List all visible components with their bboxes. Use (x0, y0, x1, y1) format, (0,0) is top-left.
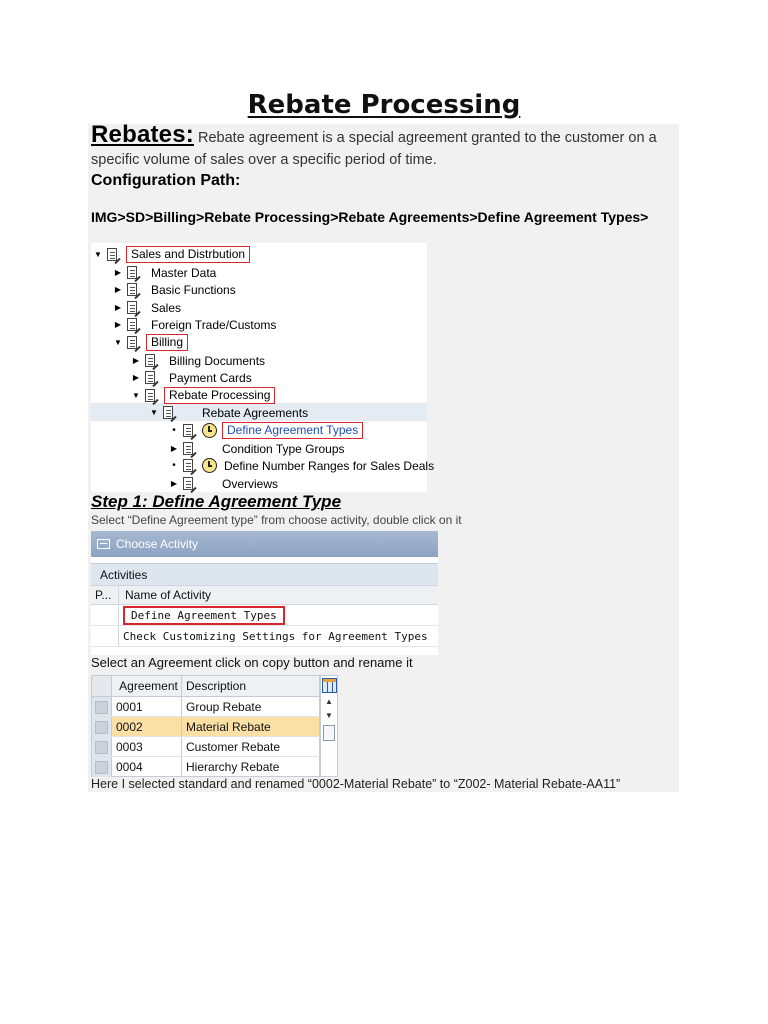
tree-node-billing[interactable] (113, 334, 188, 351)
table-row-selected[interactable] (92, 717, 337, 737)
activity-row[interactable] (91, 626, 438, 647)
row-selector[interactable] (92, 697, 112, 716)
tree-label: Payment Cards (169, 370, 252, 385)
scroll-down-icon[interactable]: ▼ (325, 711, 333, 720)
img-activity-icon (144, 353, 158, 368)
tree-node-payment-cards[interactable] (131, 369, 252, 386)
tree-node-rebate-agreements[interactable] (149, 404, 308, 421)
tree-label: Define Number Ranges for Sales Deals (224, 458, 435, 473)
column-header-description[interactable]: Description (182, 676, 320, 696)
tree-node-overviews[interactable] (169, 475, 278, 492)
configuration-heading: Configuration Path: (91, 172, 241, 189)
img-activity-icon (126, 300, 140, 315)
agreement-description: Customer Rebate (182, 737, 320, 756)
agreement-description: Hierarchy Rebate (182, 757, 320, 777)
agreement-code: 0002 (112, 717, 182, 736)
tree-node-master-data[interactable] (113, 264, 216, 281)
rebates-label: Rebates: (91, 121, 194, 148)
agreement-description: Group Rebate (182, 697, 320, 716)
select-all-cell[interactable] (92, 676, 112, 696)
execute-clock-icon[interactable] (202, 423, 217, 438)
execute-clock-icon[interactable] (202, 458, 217, 473)
collapsed-arrow-icon[interactable]: ▶ (114, 285, 122, 294)
tree-label: Sales and Distrbution (126, 246, 250, 263)
tree-label: Condition Type Groups (222, 441, 345, 456)
activity-check-customizing[interactable]: Check Customizing Settings for Agreement Types (123, 629, 428, 643)
img-activity-icon (144, 388, 158, 403)
tree-node-define-number-ranges[interactable] (169, 457, 434, 474)
agreement-description: Material Rebate (182, 717, 320, 736)
agreement-code: 0004 (112, 757, 182, 777)
activity-table-header (91, 585, 438, 605)
tree-label: Overviews (222, 476, 279, 491)
collapsed-arrow-icon[interactable]: ▶ (170, 479, 178, 488)
tree-label: Sales (151, 300, 182, 315)
column-header-name[interactable]: Name of Activity (125, 588, 212, 602)
img-activity-icon (182, 441, 196, 456)
rebates-text: Rebate agreement is a special agreement granted to the customer on a specific volume of sales over a specific period of time. (91, 130, 657, 168)
tree-node-rebate-processing[interactable] (131, 387, 275, 404)
img-activity-icon (182, 476, 196, 491)
img-activity-icon (162, 405, 176, 420)
leaf-bullet-icon: • (172, 425, 176, 436)
table-row[interactable] (92, 757, 337, 777)
tree-label: Basic Functions (151, 282, 236, 297)
activity-define-agreement-types[interactable]: Define Agreement Types (123, 606, 285, 625)
tree-node-basic-functions[interactable] (113, 281, 236, 298)
table-settings-icon[interactable] (322, 678, 337, 693)
column-header-p[interactable]: P... (91, 586, 119, 604)
collapsed-arrow-icon[interactable]: ▶ (132, 373, 140, 382)
select-agreement-description: Select an Agreement click on copy button and rename it (91, 655, 413, 670)
img-activity-icon (126, 282, 140, 297)
collapsed-arrow-icon[interactable]: ▶ (114, 320, 122, 329)
leaf-bullet-icon: • (172, 460, 176, 471)
table-row[interactable] (92, 737, 337, 757)
choose-activity-title: Choose Activity (116, 537, 199, 551)
table-scrollbar[interactable] (320, 676, 337, 776)
scroll-up-icon[interactable]: ▲ (325, 697, 333, 706)
img-tree (91, 243, 435, 492)
step1-description: Select “Define Agreement type” from choose activity, double click on it (91, 513, 462, 527)
expanded-arrow-icon[interactable]: ▼ (132, 391, 140, 400)
agreement-table (91, 675, 338, 777)
img-activity-icon (126, 335, 140, 350)
agreement-code: 0003 (112, 737, 182, 756)
row-selector[interactable] (92, 737, 112, 756)
img-activity-icon (182, 458, 196, 473)
collapsed-arrow-icon[interactable]: ▶ (170, 444, 178, 453)
tree-node-billing-documents[interactable] (131, 352, 265, 369)
row-selector[interactable] (92, 757, 112, 777)
tree-label: Rebate Agreements (202, 405, 309, 420)
img-activity-icon (126, 265, 140, 280)
expanded-arrow-icon[interactable]: ▼ (114, 338, 122, 347)
agreement-code: 0001 (112, 697, 182, 716)
rename-note: Here I selected standard and renamed “0002-Material Rebate” to “Z002- Material Rebate-AA11” (91, 777, 621, 791)
tree-node-condition-type-groups[interactable] (169, 440, 345, 457)
activities-section: Activities (91, 563, 438, 585)
img-activity-icon (182, 423, 196, 438)
expanded-arrow-icon[interactable]: ▼ (150, 408, 158, 417)
collapsed-arrow-icon[interactable]: ▶ (132, 356, 140, 365)
choose-activity-titlebar (91, 531, 438, 557)
tree-label: Foreign Trade/Customs (151, 317, 277, 332)
agreement-table-header (92, 676, 337, 697)
column-header-agreement[interactable]: Agreement (112, 676, 182, 696)
table-row[interactable] (92, 697, 337, 717)
row-selector[interactable] (92, 717, 112, 736)
tree-node-define-agreement-types[interactable] (169, 422, 363, 439)
activity-row[interactable] (91, 605, 438, 626)
img-activity-icon (144, 370, 158, 385)
collapsed-arrow-icon[interactable]: ▶ (114, 268, 122, 277)
img-config-path: IMG>SD>Billing>Rebate Processing>Rebate Agreements>Define Agreement Types> (91, 209, 649, 225)
window-icon (97, 539, 110, 549)
choose-activity-dialog (91, 531, 438, 655)
tree-label: Billing Documents (169, 353, 266, 368)
document-title: Rebate Processing (247, 90, 521, 120)
tree-label: Rebate Processing (164, 387, 275, 404)
expanded-arrow-icon[interactable]: ▼ (94, 250, 102, 259)
tree-node-sales-distribution[interactable] (93, 246, 250, 263)
tree-node-foreign-trade[interactable] (113, 316, 276, 333)
step1-heading: Step 1: Define Agreement Type (91, 492, 342, 511)
collapsed-arrow-icon[interactable]: ▶ (114, 303, 122, 312)
tree-node-sales[interactable] (113, 299, 181, 316)
img-activity-icon (106, 247, 120, 262)
tree-label: Master Data (151, 265, 217, 280)
img-activity-icon (126, 317, 140, 332)
tree-label: Billing (146, 334, 188, 351)
intro-paragraph (91, 121, 676, 171)
tree-label: Define Agreement Types (222, 422, 363, 439)
scroll-thumb[interactable] (323, 725, 335, 741)
